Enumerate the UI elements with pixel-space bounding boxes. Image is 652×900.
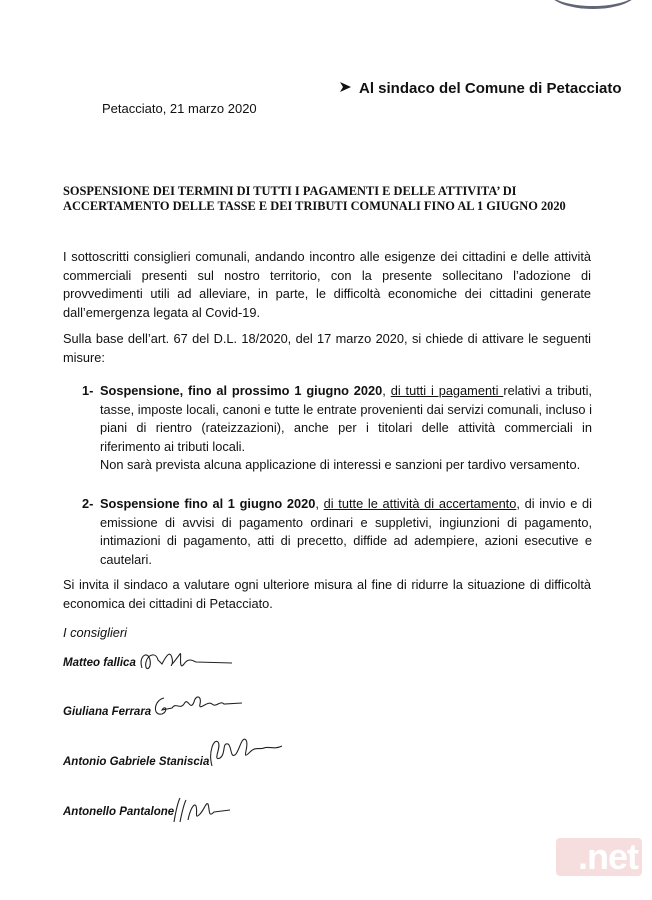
date-line: Petacciato, 21 marzo 2020: [102, 101, 257, 116]
signature-fallica: [134, 646, 234, 676]
list-item-text: , di invio e di emissione di avvisi di pagamento ordinari e suppletivi, ingiunzioni di pagamento, intimazioni di pagamento, atti di precetto, diffide ad adempiere, azioni esecutive e cautelari.: [100, 496, 592, 567]
signer-name: Antonello Pantalone: [63, 806, 175, 818]
list-item-note: Non sarà prevista alcuna applicazione di interessi e sanzioni per tardivo versamento.: [100, 457, 581, 473]
list-item-separator: ,: [382, 383, 391, 398]
list-item-bold: Sospensione, fino al prossimo 1 giugno 2020: [100, 383, 383, 398]
consiglieri-label: I consiglieri: [63, 625, 128, 640]
list-item-text: relativi a tributi, tasse, imposte locali, canoni e tutte le entrate provenienti dai servizi comunali, incluso i piani di rientro (rateizzazioni), anche per i titolari delle attività commerciali in riferimento ai tributi locali.: [100, 383, 592, 454]
closing-paragraph: Si invita il sindaco a valutare ogni ulteriore misura al fine di ridurre la situazione di difficoltà economica dei cittadini di Petacciato.: [63, 577, 591, 611]
intro-paragraph: I sottoscritti consiglieri comunali, andando incontro alle esigenze dei cittadini e delle attività commerciali presenti sul nostro territorio, con la presente sollecitano l’adozione di provvedimenti utili ad alleviare, in parte, le difficoltà economiche dei cittadini generate dall’emergenza legata al Covid-19.: [63, 249, 591, 320]
subject-line-1: SOSPENSIONE DEI TERMINI DI TUTTI I PAGAMENTI E DELLE ATTIVITA’ DI: [63, 184, 517, 198]
watermark-logo: [556, 838, 642, 876]
subject-line-2: ACCERTAMENTO DELLE TASSE E DEI TRIBUTI COMUNALI FINO AL 1 GIUGNO 2020: [63, 199, 566, 213]
subject-heading: [63, 184, 603, 214]
list-item: [82, 495, 592, 569]
list-item: [82, 382, 592, 475]
list-item-number: 1-: [82, 383, 94, 398]
arrow-bullet-icon: [339, 80, 355, 97]
signer-name: Matteo fallica: [63, 657, 136, 669]
list-item-separator: ,: [315, 496, 324, 511]
header-arc-decoration: [548, 0, 638, 9]
watermark-text: .net: [577, 836, 638, 877]
signature-staniscia: [200, 732, 285, 772]
legal-basis-paragraph: Sulla base dell’art. 67 del D.L. 18/2020, del 17 marzo 2020, si chiede di attivare le seguenti misure:: [63, 331, 591, 365]
signer-name: Antonio Gabriele Staniscia: [63, 756, 210, 768]
recipient-line: [339, 80, 622, 97]
list-item-bold: Sospensione fino al 1 giugno 2020: [100, 496, 316, 511]
signature-pantalone: [168, 792, 233, 828]
list-item-underlined: di tutti i pagamenti: [390, 383, 504, 398]
signer-name: Giuliana Ferrara: [63, 706, 152, 718]
signature-ferrara: [150, 688, 245, 722]
list-item-underlined: di tutte le attività di accertamento: [323, 496, 517, 511]
recipient-text: Al sindaco del Comune di Petacciato: [359, 80, 622, 97]
list-item-number: 2-: [82, 496, 94, 511]
